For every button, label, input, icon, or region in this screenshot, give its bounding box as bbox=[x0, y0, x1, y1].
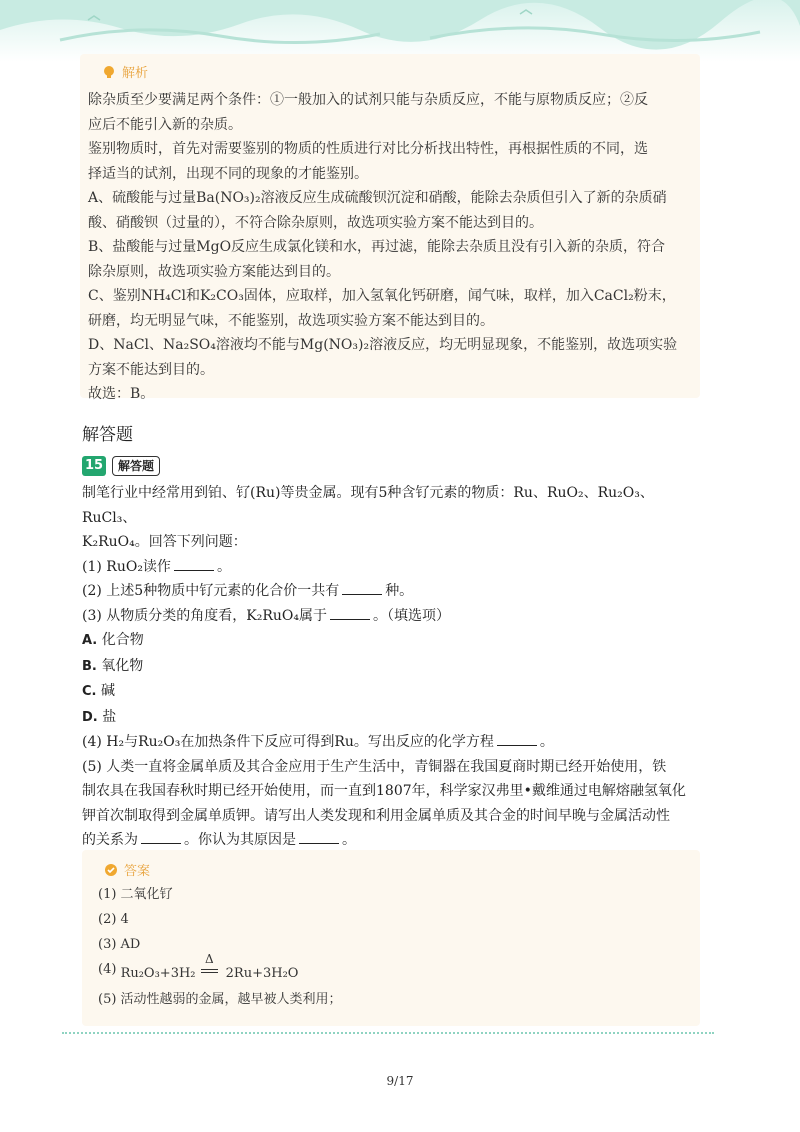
option-text: 化合物 bbox=[101, 632, 144, 648]
answer-title-text: 答案 bbox=[124, 864, 151, 879]
option-letter: A. bbox=[82, 633, 98, 648]
answer-title bbox=[104, 860, 150, 879]
answer-blank bbox=[330, 605, 370, 620]
subquestion-text: 。你认为其原因是 bbox=[184, 832, 296, 848]
analysis-title-text: 解析 bbox=[122, 66, 149, 81]
analysis-line: D、NaCl、Na₂SO₄溶液均不能与Mg(NO₃)₂溶液反应，均无明显现象，不能鉴别，故选项实验 bbox=[88, 337, 678, 353]
analysis-line: 除杂原则，故选项实验方案能达到目的。 bbox=[88, 263, 340, 280]
subquestion-text: 。 bbox=[539, 734, 554, 750]
subquestion-5 bbox=[82, 828, 707, 853]
subquestion-text: 的关系为 bbox=[82, 832, 138, 848]
check-circle-icon bbox=[104, 863, 118, 877]
header-decoration bbox=[0, 0, 800, 62]
option bbox=[82, 705, 707, 731]
option-letter: C. bbox=[82, 684, 97, 699]
equation-equals-sign bbox=[201, 969, 218, 973]
subquestion-text: 。（填选项） bbox=[373, 607, 450, 624]
answer-blank bbox=[342, 580, 382, 595]
question-number-badge: 15 bbox=[82, 456, 106, 476]
analysis-line: C、鉴别NH₄Cl和K₂CO₃固体，应取样，加入氢氧化钙研磨，闻气味，取样，加入CaCl₂粉末， bbox=[88, 288, 676, 304]
subquestion-4 bbox=[82, 730, 707, 755]
answer-line: (1) 二氧化钌 bbox=[98, 887, 173, 902]
answer-line: (3) AD bbox=[98, 937, 141, 952]
answer-label: (4) bbox=[98, 962, 117, 977]
lightbulb-icon bbox=[102, 65, 116, 79]
question-stem: K₂RuO₄。回答下列问题： bbox=[82, 534, 247, 550]
subquestion-5: 制农具在我国春秋时期已经开始使用，而一直到1807年，科学家汉弗里•戴维通过电解熔融氢氧化 bbox=[82, 783, 686, 799]
option-letter: B. bbox=[82, 658, 97, 674]
page-number: 9/17 bbox=[386, 1074, 414, 1088]
option-text: 碱 bbox=[100, 683, 115, 699]
subquestion-text: 种。 bbox=[385, 583, 414, 599]
option bbox=[82, 654, 707, 680]
analysis-line: 酸、硝酸钡（过量的），不符合除杂原则，故选项实验方案不能达到目的。 bbox=[88, 214, 543, 231]
subquestion-text: 。 bbox=[342, 832, 356, 848]
answer-blank bbox=[497, 731, 537, 746]
subquestion-text: (4) H₂与Ru₂O₃在加热条件下反应可得到Ru。写出反应的化学方程 bbox=[82, 734, 494, 750]
answer-blank bbox=[174, 556, 214, 571]
dotted-divider bbox=[62, 1032, 714, 1034]
analysis-line: 择适当的试剂，出现不同的现象的才能鉴别。 bbox=[88, 165, 368, 182]
option-text: 盐 bbox=[102, 708, 117, 725]
subquestion-3 bbox=[82, 604, 707, 629]
section-heading: 解答题 bbox=[82, 425, 133, 445]
option bbox=[82, 679, 707, 705]
analysis-title bbox=[102, 62, 148, 81]
answer-box bbox=[82, 850, 700, 1026]
analysis-line: 除杂质至少要满足两个条件：①一般加入的试剂只能与杂质反应，不能与原物质反应；②反 bbox=[88, 92, 648, 108]
subquestion-text: (1) RuO₂读作 bbox=[82, 558, 171, 575]
answer-equation bbox=[98, 952, 342, 987]
option-letter: D. bbox=[82, 709, 98, 725]
question-stem: 制笔行业中经常用到铂、钌(Ru)等贵金属。现有5种含钌元素的物质：Ru、RuO₂、Ru₂O₃、RuCl₃、 bbox=[82, 485, 654, 526]
analysis-text bbox=[88, 88, 688, 407]
analysis-line: 研磨，均无明显气味，不能鉴别，故选项实验方案不能达到目的。 bbox=[88, 312, 494, 329]
question-body bbox=[82, 481, 707, 853]
equation-reactants: Ru₂O₃+3H₂ bbox=[120, 966, 196, 981]
answer-blank bbox=[141, 829, 181, 844]
analysis-line: 故选：B。 bbox=[88, 386, 155, 402]
analysis-line: B、盐酸能与过量MgO反应生成氯化镁和水，再过滤，能除去杂质且没有引入新的杂质，符合 bbox=[88, 239, 666, 255]
analysis-line: 应后不能引入新的杂质。 bbox=[88, 116, 242, 133]
answer-line: (5) 活动性越弱的金属，越早被人类利用； bbox=[98, 992, 342, 1007]
equation-products: 2Ru+3H₂O bbox=[225, 966, 299, 981]
answer-text bbox=[98, 882, 342, 1012]
analysis-box bbox=[80, 54, 700, 402]
subquestion-5: 钾首次制取得到金属单质钾。请写出人类发现和利用金属单质及其合金的时间早晚与金属活动性 bbox=[82, 807, 670, 824]
answer-line: (2) 4 bbox=[98, 912, 129, 927]
analysis-line: 方案不能达到目的。 bbox=[88, 361, 214, 378]
subquestion-5: (5) 人类一直将金属单质及其合金应用于生产生活中，青铜器在我国夏商时期已经开始使用，铁 bbox=[82, 758, 667, 775]
analysis-line: A、硫酸能与过量Ba(NO₃)₂溶液反应生成硫酸钡沉淀和硝酸，能除去杂质但引入了新的杂质硝 bbox=[88, 190, 667, 206]
option-text: 氧化物 bbox=[101, 657, 144, 674]
subquestion-text: 。 bbox=[216, 558, 231, 575]
option bbox=[82, 628, 707, 654]
subquestion-text: (2) 上述5种物质中钌元素的化合价一共有 bbox=[82, 583, 340, 599]
subquestion-1 bbox=[82, 555, 707, 580]
subquestion-text: (3) 从物质分类的角度看，K₂RuO₄属于 bbox=[82, 607, 327, 624]
analysis-line: 鉴别物质时，首先对需要鉴别的物质的性质进行对比分析找出特性，再根据性质的不同，选 bbox=[88, 141, 648, 157]
answer-blank bbox=[299, 829, 339, 844]
reaction-condition: Δ bbox=[205, 952, 214, 966]
subquestion-2 bbox=[82, 579, 707, 604]
question-type-badge: 解答题 bbox=[112, 456, 160, 476]
